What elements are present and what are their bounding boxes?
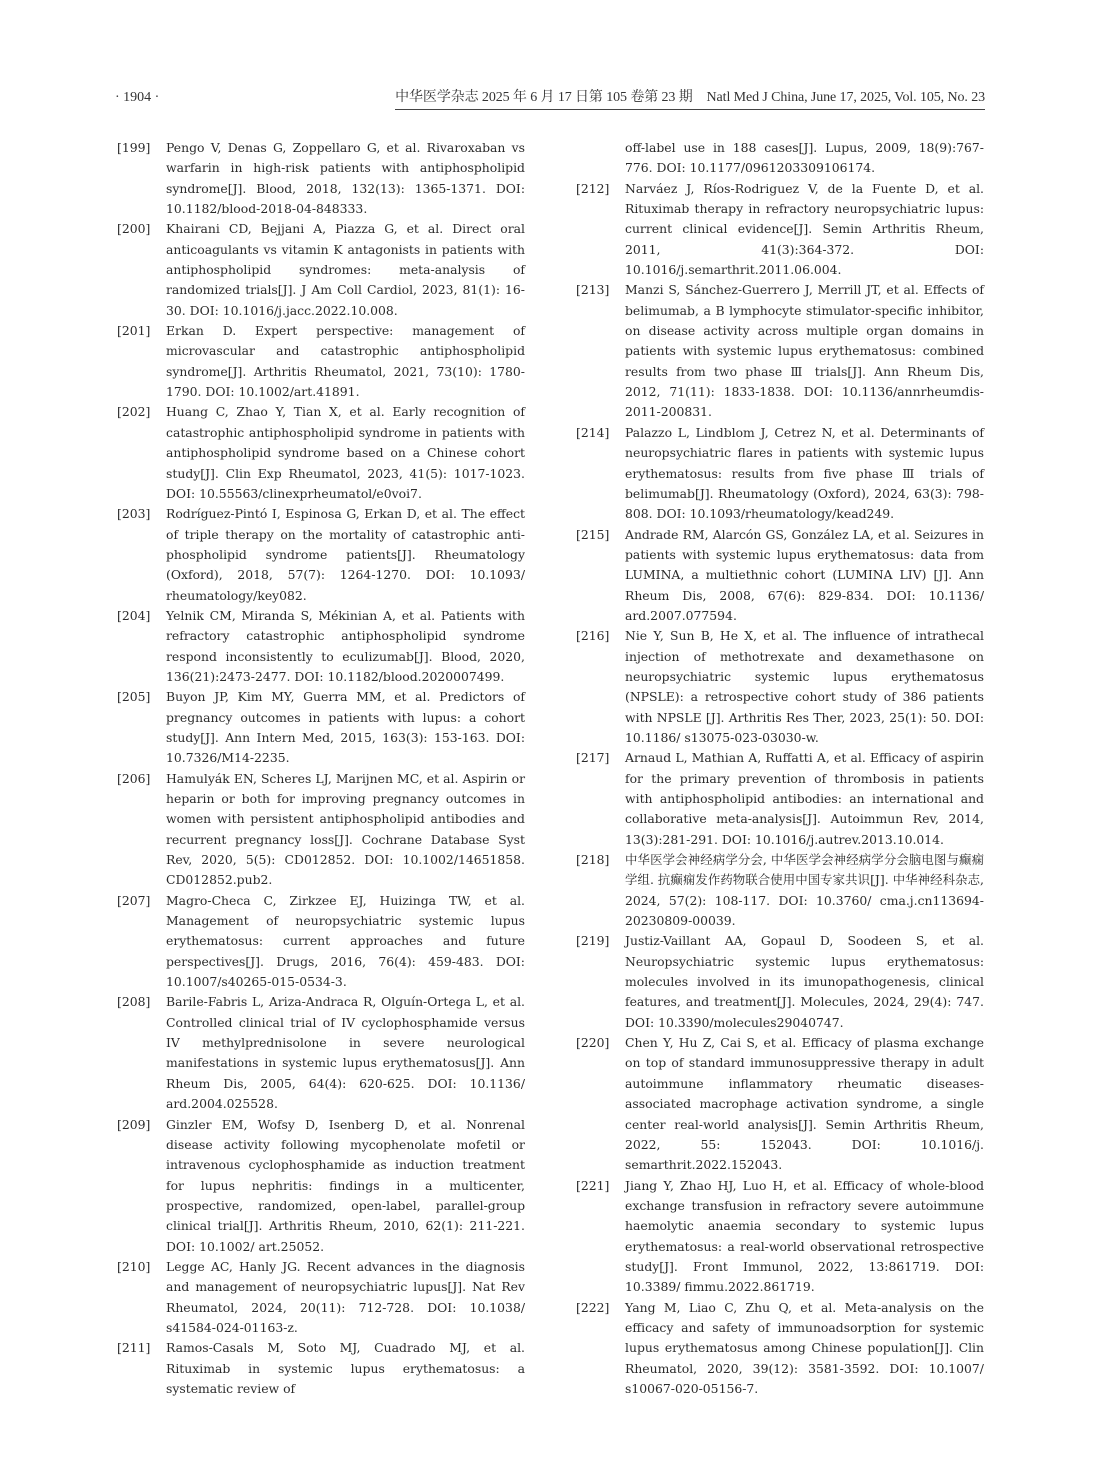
reference-item bbox=[576, 280, 984, 422]
reference-item bbox=[576, 1033, 984, 1175]
reference-text: Yelnik CM, Miranda S, Mékinian A, et al. Patients with refractory catastrophic antiphospholipid syndrome respond inconsistently to eculizumab[J]. Blood, 2020, 136(21):2473-2477. DOI: 10.1182/blood.2020007499. bbox=[166, 607, 525, 684]
reference-number: [212] bbox=[576, 180, 610, 196]
reference-item bbox=[117, 687, 525, 768]
reference-text: Chen Y, Hu Z, Cai S, et al. Efficacy of plasma exchange on top of standard immunosuppressive therapy in adult autoimmune inflammatory rheumatic diseases-associated macrophage activation syndrome, a single center real-world analysis[J]. Semin Arthritis Rheum, 2022, 55: 152043. DOI: 10.1016/j. semarthrit.2022.152043. bbox=[625, 1035, 984, 1173]
reference-number: [205] bbox=[117, 689, 151, 705]
reference-continuation: off-label use in 188 cases[J]. Lupus, 2009, 18(9):767-776. DOI: 10.1177/0961203309106174. bbox=[625, 140, 984, 176]
reference-item bbox=[117, 1338, 525, 1399]
reference-column-left bbox=[117, 138, 525, 1399]
reference-item bbox=[117, 1115, 525, 1257]
reference-item bbox=[576, 850, 984, 931]
reference-number: [207] bbox=[117, 892, 151, 908]
reference-number: [211] bbox=[117, 1340, 151, 1356]
reference-item bbox=[117, 219, 525, 321]
reference-number: [220] bbox=[576, 1035, 610, 1051]
reference-text: 中华医学会神经病学分会, 中华医学会神经病学分会脑电图与癫痫学组. 抗癫痫发作药物联合使用中国专家共识[J]. 中华神经科杂志, 2024, 57(2): 108-117. DOI: 10.3760/ cma.j.cn113694-20230809-00039. bbox=[625, 852, 984, 929]
reference-item bbox=[117, 769, 525, 891]
reference-text: Magro-Checa C, Zirkzee EJ, Huizinga TW, et al. Management of neuropsychiatric systemic lupus erythematosus: current approaches and future perspectives[J]. Drugs, 2016, 76(4): 459-483. DOI: 10.1007/s40265-015-0534-3. bbox=[166, 892, 525, 990]
reference-item bbox=[117, 402, 525, 504]
reference-number: [203] bbox=[117, 506, 151, 522]
reference-text: Manzi S, Sánchez-Guerrero J, Merrill JT, et al. Effects of belimumab, a B lymphocyte stimulator-specific inhibitor, on disease activity across multiple organ domains in patients with systemic lupus erythematosus: combined results from two phase Ⅲ trials[J]. Ann Rheum Dis, 2012, 71(11): 1833-1838. DOI: 10.1136/annrheumdis-2011-200831. bbox=[625, 282, 984, 420]
reference-text: Palazzo L, Lindblom J, Cetrez N, et al. Determinants of neuropsychiatric flares in patients with systemic lupus erythematosus: results from five phase Ⅲ trials of belimumab[J]. Rheumatology (Oxford), 2024, 63(3): 798-808. DOI: 10.1093/rheumatology/kead249. bbox=[625, 424, 984, 522]
reference-item bbox=[576, 1176, 984, 1298]
reference-number: [219] bbox=[576, 933, 610, 949]
reference-item bbox=[576, 748, 984, 850]
reference-item bbox=[117, 606, 525, 687]
reference-item bbox=[117, 992, 525, 1114]
running-head: 中华医学杂志 2025 年 6 月 17 日第 105 卷第 23 期 Natl Med J China, June 17, 2025, Vol. 105, No. 23 bbox=[395, 88, 985, 110]
page-number: · 1904 · bbox=[115, 90, 160, 105]
reference-text: Erkan D. Expert perspective: management of microvascular and catastrophic antiphospholipid syndrome[J]. Arthritis Rheumatol, 2021, 73(10): 1780-1790. DOI: 10.1002/art.41891. bbox=[166, 323, 525, 400]
reference-item bbox=[576, 525, 984, 627]
reference-text: Hamulyák EN, Scheres LJ, Marijnen MC, et al. Aspirin or heparin or both for improving pregnancy outcomes in women with persistent antiphospholipid antibodies and recurrent pregnancy loss[J]. Cochrane Database Syst Rev, 2020, 5(5): CD012852. DOI: 10.1002/14651858. CD012852.pub2. bbox=[166, 770, 525, 888]
reference-item bbox=[576, 423, 984, 525]
reference-text: Rodríguez-Pintó I, Espinosa G, Erkan D, et al. The effect of triple therapy on the mortality of catastrophic anti-phospholipid syndrome patients[J]. Rheumatology (Oxford), 2018, 57(7): 1264-1270. DOI: 10.1093/ rheumatology/key082. bbox=[166, 506, 525, 603]
reference-number: [200] bbox=[117, 221, 151, 237]
reference-number: [202] bbox=[117, 404, 151, 420]
reference-number: [218] bbox=[576, 852, 610, 868]
page-header bbox=[115, 88, 985, 110]
reference-text: Andrade RM, Alarcón GS, González LA, et al. Seizures in patients with systemic lupus erythematosus: data from LUMINA, a multiethnic cohort (LUMINA LIV) [J]. Ann Rheum Dis, 2008, 67(6): 829-834. DOI: 10.1136/ ard.2007.077594. bbox=[625, 526, 984, 623]
reference-column-right bbox=[576, 138, 984, 1399]
reference-item bbox=[576, 1298, 984, 1400]
reference-item bbox=[117, 891, 525, 993]
reference-item bbox=[117, 321, 525, 402]
reference-number: [213] bbox=[576, 282, 610, 298]
reference-text: Barile-Fabris L, Ariza-Andraca R, Olguín-Ortega L, et al. Controlled clinical trial of IV cyclophosphamide versus IV methylprednisolone in severe neurological manifestations in systemic lupus erythematosus[J]. Ann Rheum Dis, 2005, 64(4): 620-625. DOI: 10.1136/ ard.2004.025528. bbox=[166, 994, 525, 1112]
reference-item bbox=[117, 504, 525, 606]
reference-number: [204] bbox=[117, 607, 151, 623]
reference-text: Jiang Y, Zhao HJ, Luo H, et al. Efficacy of whole-blood exchange transfusion in refractory severe autoimmune haemolytic anaemia secondary to systemic lupus erythematosus: a real-world observational retrospective study[J]. Front Immunol, 2022, 13:861719. DOI: 10.3389/ fimmu.2022.861719. bbox=[625, 1177, 984, 1295]
reference-text: Ginzler EM, Wofsy D, Isenberg D, et al. Nonrenal disease activity following mycophenolate mofetil or intravenous cyclophosphamide as induction treatment for lupus nephritis: findings in a multicenter, prospective, randomized, open-label, parallel-group clinical trial[J]. Arthritis Rheum, 2010, 62(1): 211-221. DOI: 10.1002/ art.25052. bbox=[166, 1116, 525, 1254]
reference-number: [221] bbox=[576, 1177, 610, 1193]
reference-text: Narváez J, Ríos-Rodriguez V, de la Fuente D, et al. Rituximab therapy in refractory neuropsychiatric lupus: current clinical evidence[J]. Semin Arthritis Rheum, 2011, 41(3):364-372. DOI: 10.1016/j.semarthrit.2011.06.004. bbox=[625, 180, 984, 278]
reference-text: Nie Y, Sun B, He X, et al. The influence of intrathecal injection of methotrexate and dexamethasone on neuropsychiatric systemic lupus erythematosus (NPSLE): a retrospective cohort study of 386 patients with NPSLE [J]. Arthritis Res Ther, 2023, 25(1): 50. DOI: 10.1186/ s13075-023-03030-w. bbox=[625, 628, 984, 745]
reference-number: [222] bbox=[576, 1299, 610, 1315]
reference-text: Pengo V, Denas G, Zoppellaro G, et al. Rivaroxaban vs warfarin in high-risk patients with antiphospholipid syndrome[J]. Blood, 2018, 132(13): 1365-1371. DOI: 10.1182/blood-2018-04-848333. bbox=[166, 140, 525, 217]
reference-number: [209] bbox=[117, 1116, 151, 1132]
reference-text: Huang C, Zhao Y, Tian X, et al. Early recognition of catastrophic antiphospholipid syndrome in patients with antiphospholipid syndrome based on a Chinese cohort study[J]. Clin Exp Rheumatol, 2023, 41(5): 1017-1023. DOI: 10.55563/clinexprheumatol/e0voi7. bbox=[166, 404, 525, 501]
reference-text: Buyon JP, Kim MY, Guerra MM, et al. Predictors of pregnancy outcomes in patients with lupus: a cohort study[J]. Ann Intern Med, 2015, 163(3): 153-163. DOI: 10.7326/M14-2235. bbox=[166, 689, 525, 766]
reference-number: [215] bbox=[576, 526, 610, 542]
reference-text: Arnaud L, Mathian A, Ruffatti A, et al. Efficacy of aspirin for the primary prevention of thrombosis in patients with antiphospholipid antibodies: an international and collaborative meta-analysis[J]. Autoimmun Rev, 2014, 13(3):281-291. DOI: 10.1016/j.autrev.2013.10.014. bbox=[625, 750, 984, 847]
reference-item bbox=[576, 626, 984, 748]
reference-number: [199] bbox=[117, 140, 151, 155]
reference-text: Legge AC, Hanly JG. Recent advances in the diagnosis and management of neuropsychiatric lupus[J]. Nat Rev Rheumatol, 2024, 20(11): 712-728. DOI: 10.1038/ s41584-024-01163-z. bbox=[166, 1258, 525, 1335]
reference-number: [201] bbox=[117, 323, 151, 339]
reference-number: [210] bbox=[117, 1258, 151, 1274]
reference-number: [216] bbox=[576, 628, 610, 644]
reference-number: [208] bbox=[117, 994, 151, 1010]
reference-number: [206] bbox=[117, 770, 151, 786]
reference-text: Ramos-Casals M, Soto MJ, Cuadrado MJ, et al. Rituximab in systemic lupus erythematosus: a systematic review of bbox=[166, 1340, 525, 1396]
reference-number: [214] bbox=[576, 424, 610, 440]
reference-text: Justiz-Vaillant AA, Gopaul D, Soodeen S, et al. Neuropsychiatric systemic lupus erythematosus: molecules involved in its imunopathogenesis, clinical features, and treatment[J]. Molecules, 2024, 29(4): 747. DOI: 10.3390/molecules29040747. bbox=[625, 933, 984, 1030]
reference-item bbox=[576, 931, 984, 1033]
reference-item bbox=[576, 179, 984, 281]
reference-text: Khairani CD, Bejjani A, Piazza G, et al. Direct oral anticoagulants vs vitamin K antagonists in patients with antiphospholipid syndromes: meta-analysis of randomized trials[J]. J Am Coll Cardiol, 2023, 81(1): 16-30. DOI: 10.1016/j.jacc.2022.10.008. bbox=[166, 221, 525, 318]
reference-item bbox=[117, 1257, 525, 1338]
reference-text: Yang M, Liao C, Zhu Q, et al. Meta-analysis on the efficacy and safety of immunoadsorption for systemic lupus erythematosus among Chinese population[J]. Clin Rheumatol, 2020, 39(12): 3581-3592. DOI: 10.1007/ s10067-020-05156-7. bbox=[625, 1299, 984, 1396]
reference-number: [217] bbox=[576, 750, 610, 766]
reference-item bbox=[117, 138, 525, 219]
